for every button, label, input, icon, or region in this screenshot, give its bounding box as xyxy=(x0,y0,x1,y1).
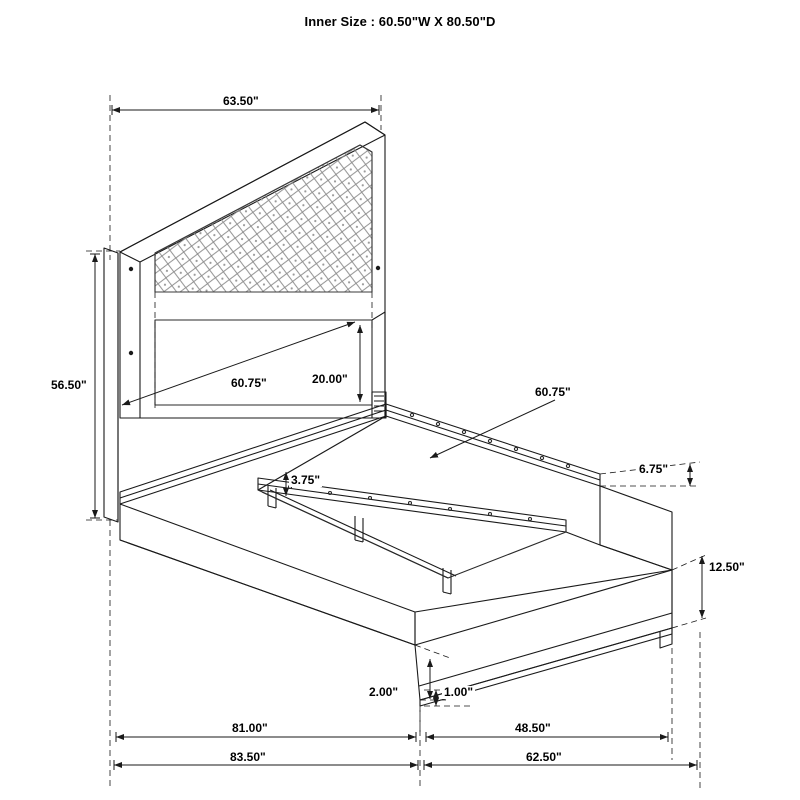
dimension-label-rail-inner-width: 60.75" xyxy=(535,385,571,399)
dimension-label-overall-height: 56.50" xyxy=(51,378,87,392)
dimension-label-slat-support-height: 6.75" xyxy=(639,462,669,476)
dimension-label-footboard-depth: 48.50" xyxy=(515,721,551,735)
dimension-label-headboard-width: 63.50" xyxy=(223,94,259,108)
dimension-label-center-leg-height: 3.75" xyxy=(291,473,321,487)
dimension-label-footboard-foot-clearance: 1.00" xyxy=(444,685,474,699)
dimension-label-footboard-bottom-offset: 2.00" xyxy=(369,685,399,699)
page-title: Inner Size : 60.50"W X 80.50"D xyxy=(304,14,496,29)
dimension-label-overall-depth: 62.50" xyxy=(526,750,562,764)
dimension-label-headboard-lower-height: 20.00" xyxy=(312,372,348,386)
dimension-label-headboard-panel-width: 60.75" xyxy=(231,376,267,390)
dimension-label-bed-length-overall: 83.50" xyxy=(230,750,266,764)
dimension-label-bed-length-inner: 81.00" xyxy=(232,721,268,735)
dimension-label-footboard-height: 12.50" xyxy=(709,560,745,574)
